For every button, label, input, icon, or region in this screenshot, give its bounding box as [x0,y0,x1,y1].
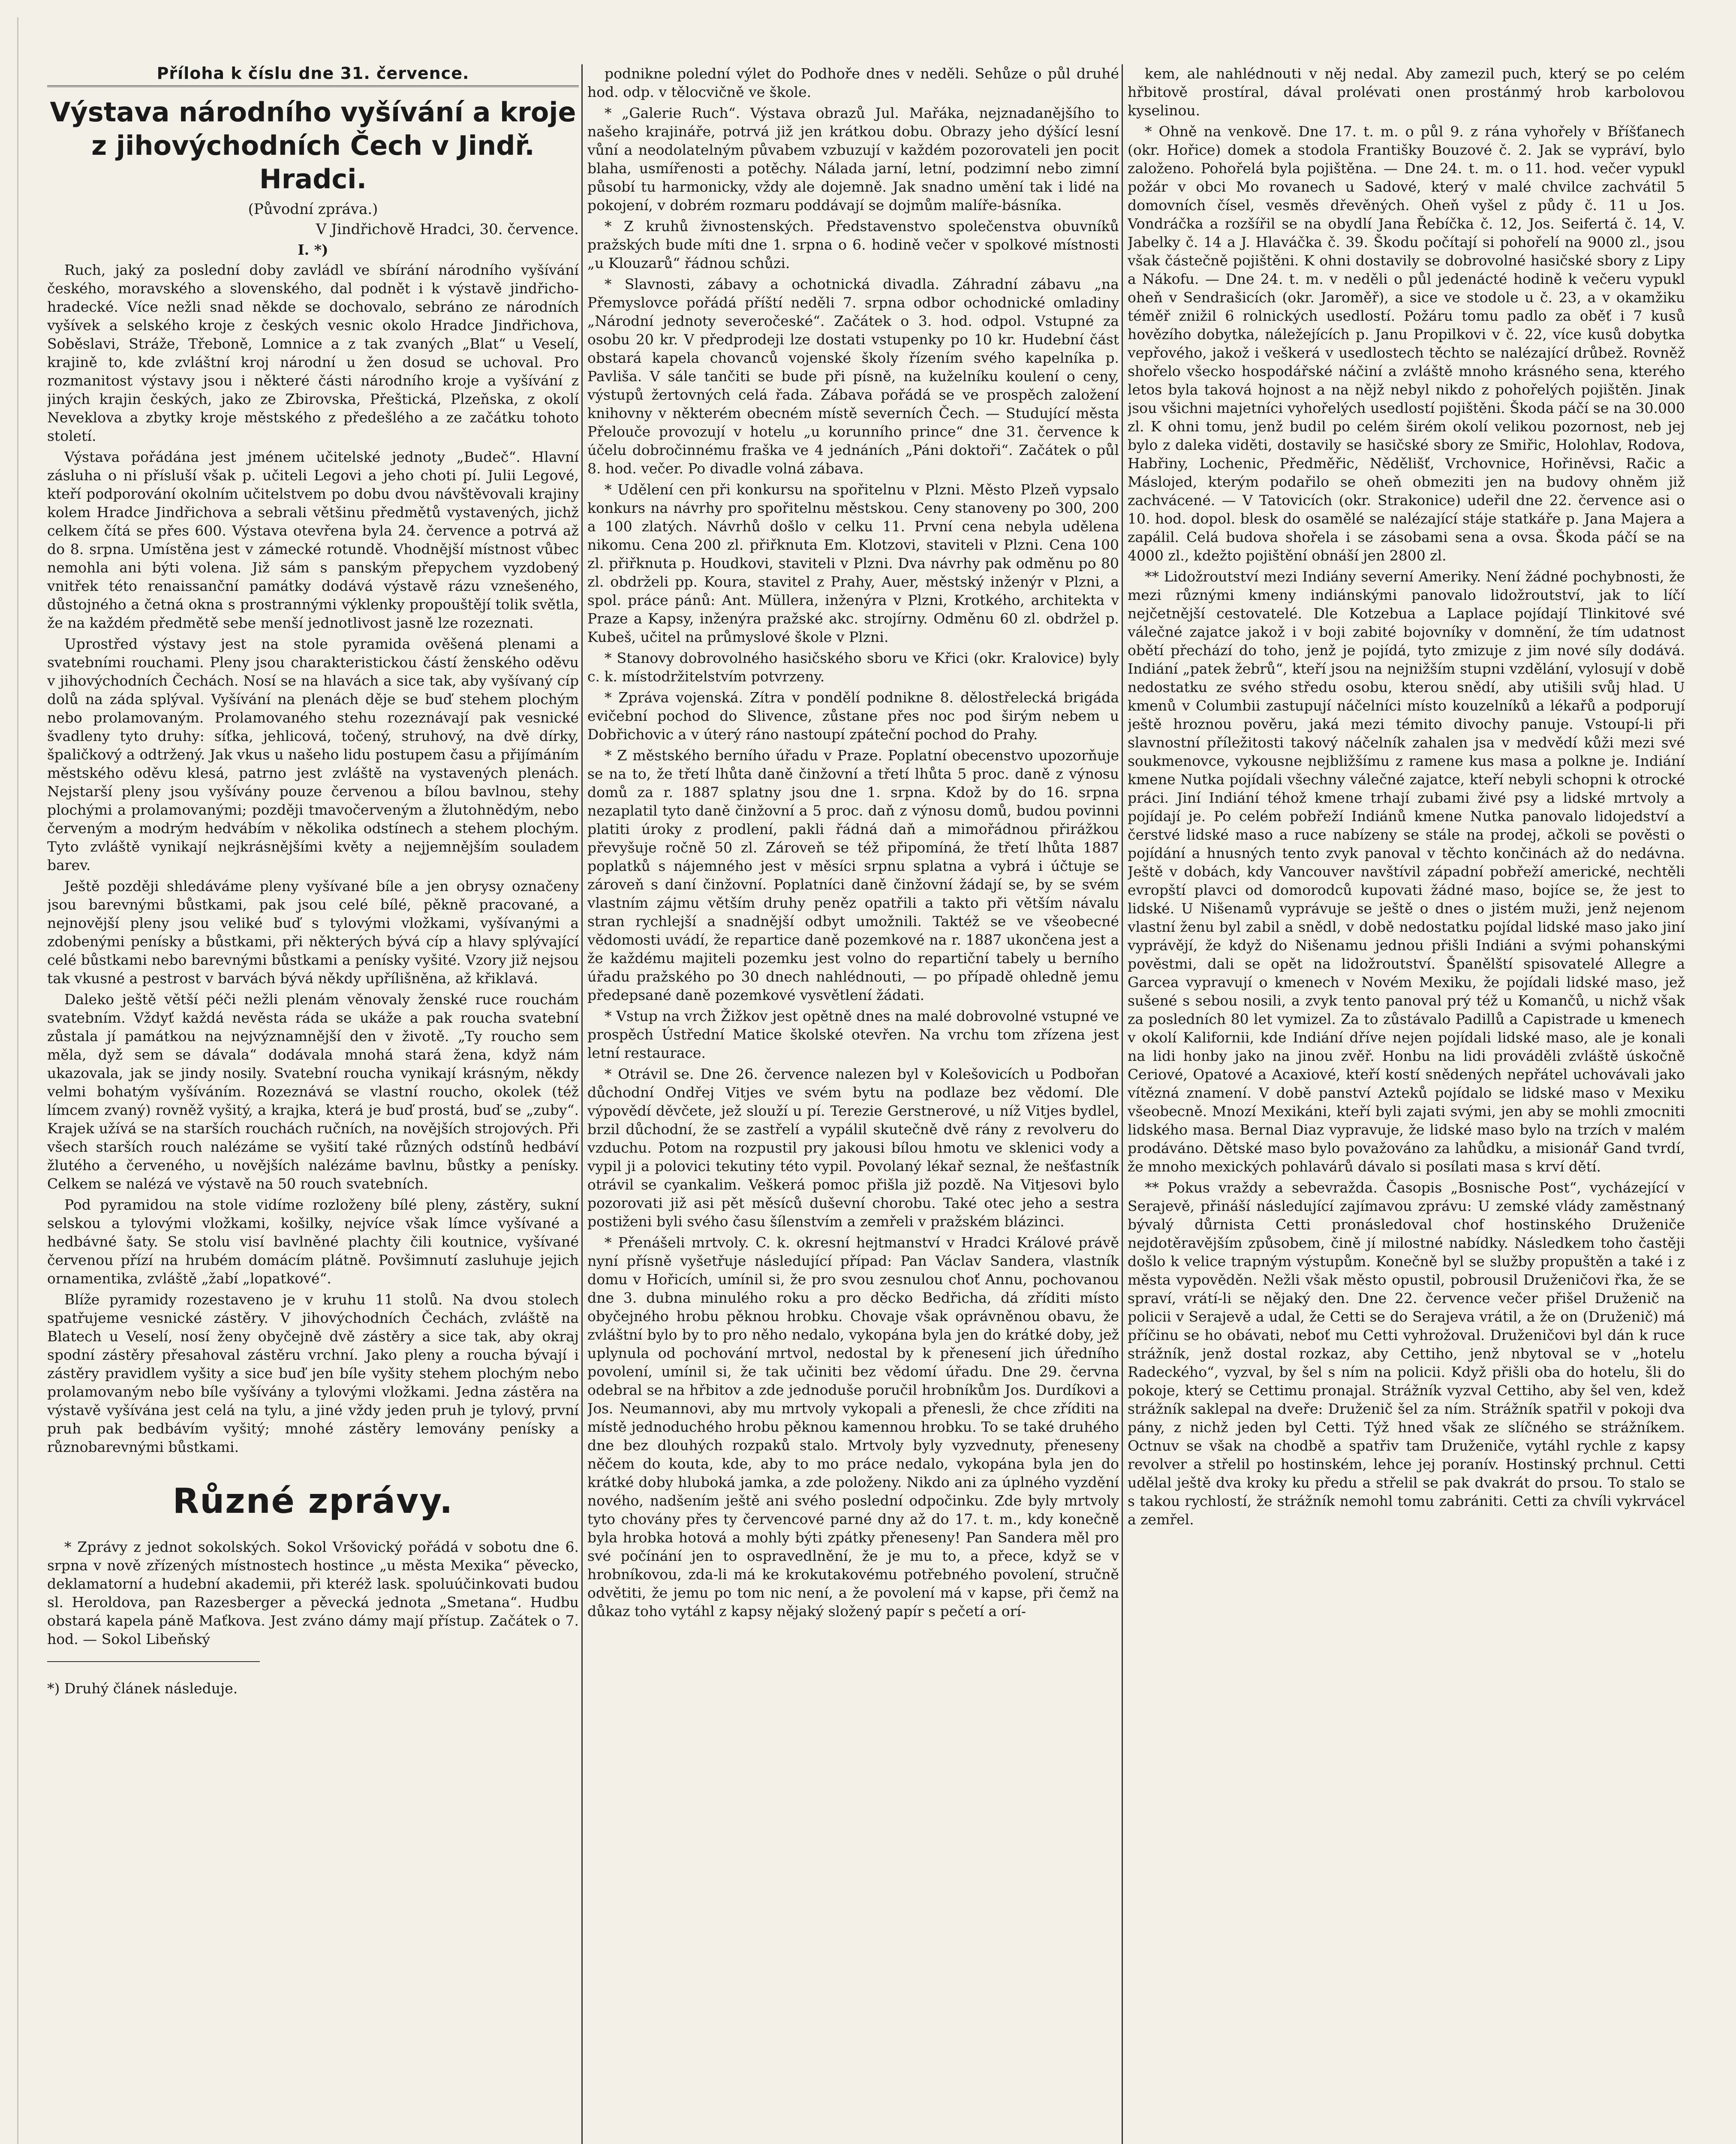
news-paragraph: * „Galerie Ruch“. Výstava obrazů Jul. Mařáka, nejznadanějšího to našeho krajináře, potrvá již jen krátkou dobu. Obrazy jeho dýšící lesní vůní a neodolatelným půvabem vzbuzují v každém pozorovateli jen pocit blaha, usmířenosti a potěchy. Nálada jarní, letní, podzimní nebo zimní působí tu harmonicky, vždy ale dojemně. Jak snadno umění tak i lidé na pokojení, v dobrém rozmaru poddávají se dojmům malíře-básníka. [587,105,1119,214]
footnote: *) Druhý článek následuje. [47,1680,238,1697]
source-note: (Původní zpráva.) [248,201,378,218]
news-paragraph: podnikne polední výlet do Podhoře dnes v neděli. Sehůze o půl druhé hod. odp. v tělocvičně ve škole. [587,65,1119,100]
news-paragraph: ** Pokus vraždy a sebevražda. Časopis „Bosnische Post“, vycházející v Serajevě, přináší následující zajímavou zprávu: U zemské vlády zaměstnaný bývalý důrnista Cetti pronásledoval chof hostinského Druženiče nejdotěravějším způsobem, čině jí milostné nabídky. Následkem toho častěji došlo k velice trapným výstupům. Konečně byl se služby propuštěn a také i z města vypověděn. Nežli však město opustil, pobrousil Druženičovi řka, že se spraví, vrátí-li se nějaký den. Dne 22. července večer přišel Druženič na policii v Serajevě a udal, že Cetti se do Serajeva vrátil, a že on (Druženič) má příčinu se ho obávati, neboť mu Cetti vyhrožoval. Druženičovi byl dán k ruce strážník, jenž dostal rozkaz, aby Cettiho, jenž nbytoval se v „hotelu Radeckého“, vyzval, by šel s ním na policii. Když přišli oba do hotelu, šli do pokoje, který se Cettimu pronajal. Strážník vyzval Cettiho, aby šel ven, kdež strážník saklepal na dveře: Druženič šel za ním. Strážník spatřil v pokoji dva pány, z nichž jeden byl Cetti. Týž hned však ze slíčného se strážníkem. Octnuv se však na chodbě a spatřiv tam Druženiče, vytáhl rychle z kapsy revolver a střelil po hostinském, lehce jej poranív. Hostinský prchnul. Cetti udělal ještě dva kroky ku předu a střelil se pak dvakrát do prsou. To stalo se s takou rychlostí, že strážník nemohl tomu zabrániti. Cetti za chvíli vykrvácel a zemřel. [1128,1179,1685,1528]
article-paragraph: Daleko ještě větší péči nežli plenám věnovaly ženské ruce rouchám svatebním. Vždyť každá nevěsta ráda se ukáže a pak roucha svatební zůstala jí památkou na nejvýznamnější den v životě. „Ty roucho sem měla, dyž sem se dávala“ dodávala mnohá stará žena, když nám ukazovala, jak se jindy nosily. Svatební roucha vynikají krásným, někdy velmi bohatým vyšíváním. Rozeznává se vlastní roucho, okolek (též límcem zvaný) rovněž vyšitý, a krajka, která je buď prostá, buď se „zuby“. Krajek užívá se na starších rouchách ručních, na novějších strojových. Při všech starších rouch nalézáme se vyšití také různých odstínů hedbáví žlutého a červeného, u novějších nalézáme bavlnu, bůstky a penísky. Celkem se nalézá ve výstavě na 50 rouch svatebních. [47,991,579,1192]
news-paragraph: * Otrávil se. Dne 26. července nalezen byl v Kolešovicích u Podbořan důchodní Ondřej Vitjes ve svém bytu na podlaze bez vědomí. Dle výpovědí děvčete, jež slouží u pí. Terezie Gerstnerové, u níž Vitjes bydlel, brzil důchodní, že se zastřelí a vypálil skutečně dvě rány z revolveru do vzduchu. Potom na rozpustil pry jakousi bílou hmotu ve sklenici vody a vypil ji a polovici tekutiny této vypil. Povolaný lékař seznal, že nešťastník otrávil se cyankalim. Veškerá pomoc přišla již pozdě. Na Vitjesovi bylo pozorovati již asi pět měsíců duševní chorobu. Také otec jeho a sestra postiženi byli svého času šílenstvím a zemřeli v pražském blázinci. [587,1066,1119,1230]
section-heading: Různé zprávy. [172,1481,454,1521]
article-paragraph: Uprostřed výstavy jest na stole pyramida ověšená plenami a svatebními rouchami. Pleny jsou charakteristickou částí ženského oděvu v jihovýchodních Čechách. Nosí se na hlavách a sice tak, aby vyšívaný cíp dolů na záda splýval. Vyšívání na plenách děje se buď stehem plochým nebo prolamovaným. Prolamovaného stehu rozeznávají pak vesnické švadleny tyto druhy: síťka, jehlicová, točený, struhový, na dvě dírky, špaličkový a odtržený. Jak vkus u našeho lidu postupem času a přijímáním městského oděvu klesá, patrno jest zvláště na vystavených plenách. Nejstarší pleny jsou vyšívány pouze červenou a bílou bavlnou, stehy plochými a prolamovanými; později tmavočerveným a žlutohnědým, nebo červeným a modrým hedvábím v několika odstínech a stehem plochým. Tyto zvláště vynikají nejkrásnějšími květy a nejjemnějším souladem barev. [47,635,579,873]
column-3 [1128,64,1685,2144]
article-paragraph: Výstava pořádána jest jménem učitelské jednoty „Budeč“. Hlavní zásluha o ni přísluší však p. učiteli Legovi a jeho choti pí. Julii Legové, kteří podporování okolním učitelstvem po dobu dvou návštěvovali krajiny kolem Hradce Jindřichova a sebrali většinu předmětů vystavených, jichž celkem čítá se přes 600. Výstava otevřena byla 24. července a potrvá až do 8. srpna. Umístěna jest v zámecké rotundě. Vhodnější místnost vůbec nemohla ani býti volena. Již sám s panským přepychem vyzdobený vnitřek této renaissanční památky dodává výstavě rázu vznešeného, důstojného a četná okna s prostrannými výklenky propouštějí tolik světla, že na každém předmětě sebe menší jednotlivost jasně lze rozeznati. [47,449,579,631]
news-paragraph: * Zpráva vojenská. Zítra v pondělí podnikne 8. dělostřelecká brigáda evičební pochod do Slivence, zůstane přes noc pod širým nebem u Dobřichovic a v úterý ráno nastoupí zpáteční pochod do Prahy. [587,689,1119,743]
article-paragraph: Ruch, jaký za poslední doby zavládl ve sbírání národního vyšívání českého, moravského a slovenského, dal podnět i k výstavě jindřicho-hradecké. Více nežli snad někde se dochovalo, sebráno ze národních vyšívek a selského kroje z českých vesnic okolo Hradce Jindřichova, Soběslavi, Stráže, Třeboně, Lomnice a z tak zvaných „Blat“ u Veselí, krajině to, kde zvláštní kroj národní u žen dosud se uchoval. Pro rozmanitost výstavy jsou i některé části národního kroje a vyšívání z jiných krajin českých, jako ze Zbirovska, Přeštická, Plzeňska, z okolí Neveklova a zbytky kroje městského z předešlého a ze začátku tohoto století. [47,262,579,444]
article-headline: Výstava národního vyšívání a kroje z jihovýchodních Čech v Jindř. Hradci. [50,96,576,195]
news-paragraph: kem, ale nahlédnouti v něj nedal. Aby zamezil puch, který se po celém hřbitově prostíral, dával prolévati onen prostánmý hrob karbolovou kyselinou. [1128,65,1685,119]
footnote-rule [47,1661,260,1662]
news-paragraph: * Ohně na venkově. Dne 17. t. m. o půl 9. z rána vyhořely v Bříšťanech (okr. Hořice) domek a stodola Františky Bouzové č. 2. Jak se vypráví, bylo založeno. Pohořelá byla pojištěna. — Dne 24. t. m. o 11. hod. večer vypukl požár v obci Mo rovanech u Sadové, který v malé chvilce zachvátil 5 domovních čísel, vesměs dřevěných. Oheň vyšel z půdy č. 11 u Jos. Vondráčka a rozšířil se na obydlí Jana Řebíčka č. 12, Jos. Seifertá č. 14, V. Jabelky č. 14 a J. Hlaváčka č. 39. Škodu počítají si pohořelí na 9000 zl., jsou však částečně pojištěni. K ohni dostavily se dobrovolné hasičské sbory z Lipy a Nákofu. — Dne 24. t. m. v neděli o půl jedenácté hodině k večeru vypukl oheň v Sendrašicích (okr. Jaroměř), a sice ve stodole u č. 23, a v okamžiku téměř znižil 6 rolnických usedlostí. Požáru tomu padlo za oběť i 7 kusů hovězího dobytka, náležejících p. Janu Propilkovi v č. 22, více kusů dobytka vepřového, jakož i veškerá v usedlostech těchto se nalézající drůbež. Rovněž shořelo všecko hospodářské náčiní a zvláště mnoho krásného sena, kterého letos byla taková hojnost a na nějž nebyl nikdo z pohořelých pojištěn. Jinak jsou všichni majetníci vyhořelých usedlostí pojištěni. Škoda páčí se na 30.000 zl. K ohni tomu, jenž budil po celém širém okolí velikou pozornost, neb jej bylo z daleka viděti, dostavily se hasičské sbory ze Smiřic, Holohlav, Rodova, Habřiny, Lochenic, Předměřic, Nědělišť, Vrchovnice, Hořiněvsi, Račic a Máslojed, kterým podařilo se oheň obmeziti jen na budovy ohněm již zachvácené. — V Tatovicích (okr. Strakonice) udeřil dne 22. července asi o 10. hod. dopol. blesk do osamělé se nalézající stáje statkáře p. Jana Majera a zapálil. Celá budova shořela i se zásobami sena a ovsa. Škoda páčí se na 4000 zl., kdežto pojištění obnáší jen 2800 zl. [1128,123,1685,564]
article-paragraph: Pod pyramidou na stole vidíme rozloženy bílé pleny, zástěry, sukní selskou a tylovými vložkami, košilky, nejvíce však límce vyšívané a hedbávné šaty. Se stolu visí bavlněné plachty čili koutnice, vyšívané červenou přízí na hrubém domácím plátně. Povšimnutí zasluhuje jejich ornamentika, zvláště „žabí „lopatkové“. [47,1196,579,1287]
news-paragraph: * Stanovy dobrovolného hasičského sboru ve Křici (okr. Kralovice) byly c. k. místodržitelstvím potvrzeny. [587,650,1119,685]
column-2 [587,64,1119,2144]
news-paragraph: * Z kruhů živnostenských. Představenstvo společenstva obuvníků pražských bude míti dne 1. srpna o 6. hodině večer v spolkové místnosti „u Klouzarů“ řádnou schůzi. [587,218,1119,271]
article-paragraph: Ještě později shledáváme pleny vyšívané bíle a jen obrysy označeny jsou barevnými bůstkami, pak jsou celé bílé, pěkně pracované, a nejnovější pleny jsou veliké buď s tylovými vložkami, vyšívanými a zdobenými penísky a bůstkami, při některých bývá cíp a hlavy splývající celé bůstkami nebo barevnými bůstkami a penísky vyšité. Vzory již nejsou tak vkusné a pestrost v barvách bývá někdy upřílišněna, až křiklavá. [47,878,579,987]
news-paragraph: * Vstup na vrch Žižkov jest opětně dnes na malé dobrovolné vstupné ve prospěch Ústřední Matice školské otevřen. Na vrchu tom zřízena jest letní restaurace. [587,1008,1119,1061]
news-paragraph: * Slavnosti, zábavy a ochotnická divadla. Záhradní zábavu „na Přemyslovce pořádá příští neděli 7. srpna odbor ochodnické omladiny „Národní jednoty severočeské“. Začátek o 3. hod. odpol. Vstupné za osobu 20 kr. V předprodeji lze dostati vstupenky po 10 kr. Hudební část obstará kapela chovanců vojenské školy řízením svého kapelníka p. Pavliša. V sále tančiti se bude při písně, na kuželníku koulení o ceny, výstupů žertovných celá řada. Zábava pořádá se ve prospěch založení knihovny v některém obecném místě severních Čech. — Studující města Přelouče provozují v hotelu „u korunního prince“ dne 31. července k účelu dobročinnému fraška ve 4 jednáních „Páni doktoři“. Začátek o půl 8. hod. večer. Po divadle volná zábava. [587,276,1119,477]
part-number: I. *) [298,241,328,258]
column-1 [47,64,579,2144]
article-paragraph: Blíže pyramidy rozestaveno je v kruhu 11 stolů. Na dvou stolech spatřujeme vesnické zástěry. V jihovýchodních Čechách, zvláště na Blatech u Veselí, nosí ženy obyčejně dvě zástěry a sice tak, aby okraj spodní zástěry přesahoval zástěru vrchní. Jako pleny a roucha bývají i zástěry pravidlem vyšity a sice buď jen bíle vyšity stehem plochým nebo prolamovaným nebo bíle vyšívány a tylovými vložkami. Jedna zástěra na výstavě vyšívána jest celá na tylu, a jiné vždy jeden pruh je tylový, první pruh pak bedbávím vyšitý; mnohé zástěry lemovány penísky a různobarevnými bůstkami. [47,1291,579,1455]
column-rule-2 [1122,64,1123,2144]
supplement-header: Příloha k číslu dne 31. července. [47,64,579,87]
column-rule-1 [581,64,583,2144]
dateline: V Jindřichově Hradci, 30. července. [316,221,579,238]
news-paragraph: ** Lidožroutství mezi Indiány severní Ameriky. Není žádné pochybnosti, že mezi různými kmeny indiánskými panovalo lidožroutství, jak to líčí nejčetnější cestovatelé. Dle Kotzebua a Laplace pojídají Tlinkitové své válečné zajatce jakož i v boji zabité bojovníky v domnění, že tím udatnost obětí přechází do toho, jenž je pojídá, tyto zmizuje z jim nové síly dodává. Indiání „patek žebrů“, kteří jsou na nejnižším stupni vzdělání, vylosují v době nedostatku ze svého středu osobu, kterou snědí, aby utišili svůj hlad. U kmenů v Columbii zastupují náčelníci místo kouzelníků a lékařů a podporují ještě hroznou pověru, jaká mezi témito divochy panuje. Vstoupí-li při slavnostní příležitosti takový náčelník zahalen jsa v medvědí kůži mezi své soukmenovce, vykousne nejbližšímu z ramene kus masa a polkne je. Indiání kmene Nutka pojídali všechny válečné zajatce, kteří nebyli schopni k otrocké práci. Jiní Indiání téhož kmene trhají zubami živé psy a lidské mrtvoly a pojídají je. Po celém pobřeží Indiánů kmene Nutka panovalo lidojedství a čerstvé lidské maso a ruce nabízeny se stále na prodej, ačkoli se pověsti o pojídání a hnusných tento zvyk panoval v těchto končinách až do nedávna. Ještě v dobách, kdy Vancouver navštívil západní pobřeží americké, nechtěli evropští plavci od domorodců kupovati žádné maso, bojíce se, že jest to lidské. U Nišenamů vyprávuje se ještě o dnes o jistém muži, jenž nejenom vlastní ženu byl zabil a snědl, v době nedostatku pojídal lidské maso jako jiní vyprávějí, že když do Nišenamu jednou přišli Indiáni a svými pohanskými pověstmi, dali se opět na lidožroutství. Španělští spisovatelé Allegre a Garcea vypravují o kmenech v Novém Mexiku, že pojídali lidské maso, jež sušené s sebou nosili, a zvyk tento panoval prý též u Komančů, u nichž však za posledních 80 let vymizel. Za to zůstávalo Padillů a Capistrade u kmenech v okolí Kalifornii, kde Indiání dříve nejen pojídali lidské maso, ale je konali na lidi honby jako na jinou zvěř. Honbu na lidi prováděli zvláště úskočně Ceriové, Opatové a Acaxiové, kteří kostí snědených nepřátel uchovávali jako vítězná znamení. V době panství Azteků pojídalo se lidské maso v Mexiku všeobecně. Mnozí Mexikáni, kteří byli zajati svými, jen aby se mohli zmocniti lidského masa. Bernal Diaz vypravuje, že lidské maso bylo na trzích v malém prodáváno. Dětské maso bylo považováno za lahůdku, a misionář Gand tvrdí, že mnoho mexických pohlavárů dávalo si posílati masa s krví dětí. [1128,568,1685,1175]
news-paragraph: * Zprávy z jednot sokolských. Sokol Vršovický pořádá v sobotu dne 6. srpna v nově zřízených místnostech hostince „u města Mexika“ pěvecko, deklamatorní a hudební akademii, při kteréž lask. spoluúčinkovati budou sl. Heroldova, pan Razesberger a pěvecká jednota „Smetana“. Hudbu obstará kapela páně Maťkova. Jest zváno dámy mají přístup. Začátek o 7. hod. — Sokol Libeňský [47,1539,579,1647]
news-paragraph: * Přenášeli mrtvoly. C. k. okresní hejtmanství v Hradci Králové právě nyní přísně vyšetřuje následující případ: Pan Václav Sandera, vlastník domu v Hořicích, umínil si, že pro svou zesnulou choť Annu, pochovanou dne 3. dubna minulého roku a pro děcko Bedřicha, dá zříditi místo obyčejného hrobu pěknou hrobku. Chovaje však oprávněnou obavu, že zvláštní bylo by to pro něho nedalo, vykopána byla jen do krátké doby, jež uplynula od pochování mrtvol, nedostal by k přenesení jich úředního povolení, umínil si, že tak učiniti bez vědomí úřadu. Dne 29. června odebral se na hřbitov a zde jednoduše poručil hrobníkům Jos. Durdíkovi a Jos. Neumannovi, aby mu mrtvoly vykopali a přenesli, že chce zříditi na místě jednoduchého hrobu pěknou kamennou hrobku. To se také druhého dne bez dlouhých rozpaků stalo. Mrtvoly byly vyzvednuty, přeneseny něčem do kouta, kde, aby to mo práce nedalo, vykopána byla jen do krátké doby hluboká jamka, a zde položeny. Nikdo ani za úplného vyzdění nového, nadšením ještě ani svého poslední odpočinku. Zde byly mrtvoly tyto chovány přes ty červencové parné dny až do 17. t. m., kdy konečně byla hrobka hotová a mohly býti zpátky přeneseny! Pan Sandera měl pro své počínání jen to ospravedlnění, že je mu to, a přece, když se v hrobníkovou, zda-li má ke krokutakovému potřebného povolení, stručně odvětiti, že jemu po tom nic není, a že povolení má v kapse, při čemž na důkaz toho vytáhl z kapsy nějaký složený papír s pečetí a orí- [587,1234,1119,1620]
news-paragraph: * Udělení cen při konkursu na spořitelnu v Plzni. Město Plzeň vypsalo konkurs na návrhy pro spořitelnu městskou. Ceny stanoveny po 300, 200 a 100 zlatých. Návrhů došlo v celku 11. První cena nebyla udělena nikomu. Cena 200 zl. přiřknuta Em. Klotzovi, staviteli v Plzni. Cena 100 zl. přiřknuta p. Houdkovi, staviteli v Plzni. Dva návrhy pak odměnu po 80 zl. obdrželi pp. Koura, stavitel z Prahy, Auer, městský inženýr v Plzni, a spol. práce pánů: Ant. Müllera, inženýra v Plzni, Krotkého, architekta v Praze a Kapsy, inženýra pražské akc. strojírny. Odměnu 60 zl. obdržel p. Kubeš, učitel na průmyslové škole v Plzni. [587,481,1119,645]
news-paragraph: * Z městského berního úřadu v Praze. Poplatní obecenstvo upozorňuje se na to, že třetí lhůta daně činžovní a třetí lhůta 5 proc. daně z výnosu domů za r. 1887 splatny jsou dne 1. srpna. Kdož by do 16. srpna nezaplatil tyto daně činžovní a 5 proc. daň z výnosu domů, budou povinni platiti úroky z prodlení, pakli řádná daň a mimořádnou přirážkou převyšuje ročně 50 zl. Zároveň se též připomíná, že třetí lhůta 1887 poplatků s nájemného jest v měsíci srpnu splatna a vybrá i účtuje se zároveň s daní činžovní. Poplatníci daně činžovní žádají se, by se svém vlastním zájmu větším druhy peněz opatřili a takto při větším návalu stran rychlejší a snadnější odbyt umožnili. Taktéž se ve všeobecné vědomosti uvádí, že repartice daně pozemkové na r. 1887 ukončena jest a že každému majiteli pozemku jest volno do repartiční tabely u berního úřadu pražského po 30 dnech nahlédnouti, — po případě ohledně jemu předepsané daně pozemkové vysvětlení žádati. [587,747,1119,1003]
